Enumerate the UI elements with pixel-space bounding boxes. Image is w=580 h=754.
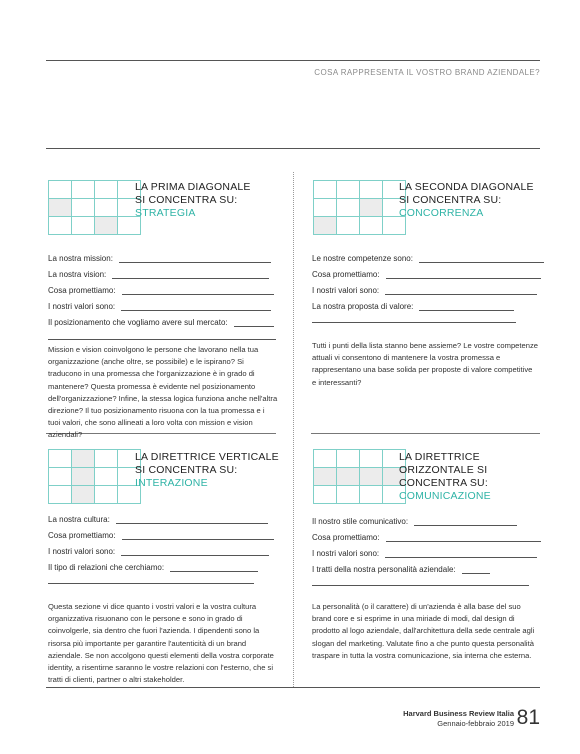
section-title-competition: LA SECONDA DIAGONALE SI CONCENTRA SU: CONCORRENZA: [399, 181, 534, 219]
field-promise[interactable]: Cosa promettiamo:: [48, 531, 274, 541]
extra-line[interactable]: [312, 585, 529, 586]
column-divider: [293, 172, 294, 687]
issue-date: Gennaio-febbraio 2019: [437, 719, 514, 728]
field-vision[interactable]: La nostra vision:: [48, 270, 269, 280]
section-paragraph-communication: La personalità (o il carattere) di un'azienda è alla base del suo brand core e si esprime in una miriade di modi, dal design di prodotto al logo aziendale, dall'architettura della sede centrale agli slogan del marketing. Valutate fino a che punto questa personalità traspare in tutta la vostra comunicazione, sia interna che esterna.: [312, 602, 535, 660]
competition-grid-diagram: [313, 180, 406, 235]
magazine-name: Harvard Business Review Italia: [403, 709, 514, 718]
field-culture[interactable]: La nostra cultura:: [48, 515, 268, 525]
field-values[interactable]: I nostri valori sono:: [48, 302, 271, 312]
row-divider-right: [311, 433, 540, 434]
section-paragraph-competition: Tutti i punti della lista stanno bene assieme? Le vostre competenze attuali vi consentono di mantenere la vostra promessa e rappresentano una base solida per proposte di valore competitive e interessanti?: [312, 341, 538, 387]
field-promise[interactable]: Cosa promettiamo:: [312, 533, 541, 543]
field-competencies[interactable]: Le nostre competenze sono:: [312, 254, 544, 264]
field-value-proposition[interactable]: La nostra proposta di valore:: [312, 302, 514, 312]
strategy-grid-diagram: [48, 180, 141, 235]
page-number: 81: [516, 706, 540, 729]
field-personality-traits[interactable]: I tratti della nostra personalità aziendale:: [312, 565, 490, 575]
footer-rule: [46, 687, 540, 688]
field-promise[interactable]: Cosa promettiamo:: [48, 286, 274, 296]
field-communication-style[interactable]: Il nostro stile comunicativo:: [312, 517, 517, 527]
field-positioning[interactable]: Il posizionamento che vogliamo avere sul mercato:: [48, 318, 274, 328]
field-values[interactable]: I nostri valori sono:: [312, 286, 537, 296]
section-title-communication: LA DIRETTRICE ORIZZONTALE SI CONCENTRA SU: COMUNICAZIONE: [399, 451, 491, 502]
extra-line[interactable]: [48, 339, 276, 340]
running-header: COSA RAPPRESENTA IL VOSTRO BRAND AZIENDALE?: [314, 68, 540, 77]
field-relationships[interactable]: Il tipo di relazioni che cerchiamo:: [48, 563, 258, 573]
communication-grid-diagram: [313, 449, 406, 504]
section-paragraph-interaction: Questa sezione vi dice quanto i vostri valori e la vostra cultura organizzativa risuonano con le persone e sono in grado di coinvolgerle, sia dentro che fuori l'azienda. I dipendenti sono la risorsa più importante per garantire l'autenticità di un brand aziendale. Se non accolgono questi elementi della vostra corporate identity, a risentirne saranno le vostre relazioni con l'esterno, che si tratti di clienti, partner o altri stakeholder.: [48, 602, 274, 685]
section-paragraph-strategy: Mission e vision coinvolgono le persone che lavorano nella tua organizzazione (anche oltre, se possibile) e le ispirano? Si traducono in una promessa che l'organizzazione è in grado di mantenere? Questa promessa è evidente nel posizionamento dell'organizzazione? Infine, la stessa logica funziona anche nell'altra direzione? Il tuo posizionamento risuona con la tua promessa e i tuoi valori, che sono allineati a loro volta con mission e vision aziendali?: [48, 345, 278, 440]
section-title-strategy: LA PRIMA DIAGONALE SI CONCENTRA SU: STRATEGIA: [135, 181, 251, 219]
header-rule: [46, 148, 540, 149]
interaction-grid-diagram: [48, 449, 141, 504]
field-values[interactable]: I nostri valori sono:: [48, 547, 269, 557]
field-promise[interactable]: Cosa promettiamo:: [312, 270, 541, 280]
field-values[interactable]: I nostri valori sono:: [312, 549, 537, 559]
section-title-interaction: LA DIRETTRICE VERTICALE SI CONCENTRA SU: INTERAZIONE: [135, 451, 279, 489]
extra-line[interactable]: [48, 583, 254, 584]
top-rule: [46, 60, 540, 61]
extra-line[interactable]: [312, 322, 516, 323]
field-mission[interactable]: La nostra mission:: [48, 254, 271, 264]
